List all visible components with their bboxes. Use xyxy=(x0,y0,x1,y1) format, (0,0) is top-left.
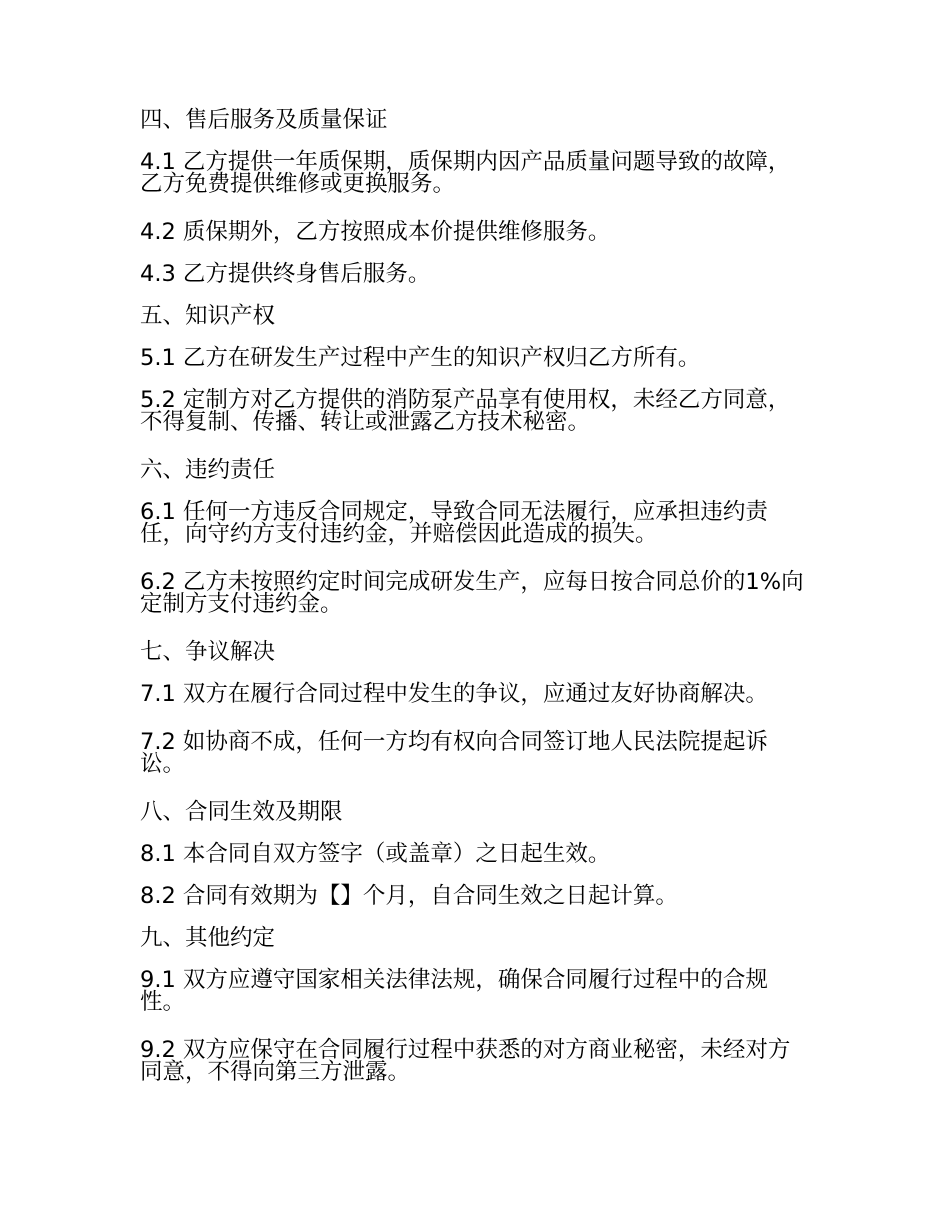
clause-6-1: 6.1 任何一方违反合同规定，导致合同无法履行，应承担违约责任，向守约方支付违约金，并赔偿因此造成的损失。 xyxy=(140,499,768,547)
clause-8-2: 8.2 合同有效期为【】个月，自合同生效之日起计算。 xyxy=(140,883,678,909)
document-page xyxy=(140,104,808,1104)
section-heading-4: 四、售后服务及质量保证 xyxy=(140,107,388,133)
clause-5-2: 5.2 定制方对乙方提供的消防泵产品享有使用权，未经乙方同意，不得复制、传播、转让或泄露乙方技术秘密。 xyxy=(140,387,791,435)
clause-7-2: 7.2 如协商不成，任何一方均有权向合同签订地人民法院提起诉讼。 xyxy=(140,729,768,777)
clause-8-1: 8.1 本合同自双方签字（或盖章）之日起生效。 xyxy=(140,841,611,867)
section-heading-6: 六、违约责任 xyxy=(140,457,276,483)
clause-9-2: 9.2 双方应保守在合同履行过程中获悉的对方商业秘密，未经对方同意，不得向第三方泄露。 xyxy=(140,1037,791,1085)
clause-4-3: 4.3 乙方提供终身售后服务。 xyxy=(140,261,431,287)
section-heading-9: 九、其他约定 xyxy=(140,925,276,951)
clause-6-2: 6.2 乙方未按照约定时间完成研发生产，应每日按合同总价的1%向定制方支付违约金。 xyxy=(140,569,804,617)
section-heading-7: 七、争议解决 xyxy=(140,639,276,665)
clause-9-1: 9.1 双方应遵守国家相关法律法规，确保合同履行过程中的合规性。 xyxy=(140,967,768,1015)
clause-5-1: 5.1 乙方在研发生产过程中产生的知识产权归乙方所有。 xyxy=(140,345,701,371)
section-heading-8: 八、合同生效及期限 xyxy=(140,799,343,825)
clause-4-1: 4.1 乙方提供一年质保期，质保期内因产品质量问题导致的故障，乙方免费提供维修或更换服务。 xyxy=(140,149,791,197)
clause-4-2: 4.2 质保期外，乙方按照成本价提供维修服务。 xyxy=(140,219,611,245)
clause-7-1: 7.1 双方在履行合同过程中发生的争议，应通过友好协商解决。 xyxy=(140,681,768,707)
section-heading-5: 五、知识产权 xyxy=(140,303,276,329)
